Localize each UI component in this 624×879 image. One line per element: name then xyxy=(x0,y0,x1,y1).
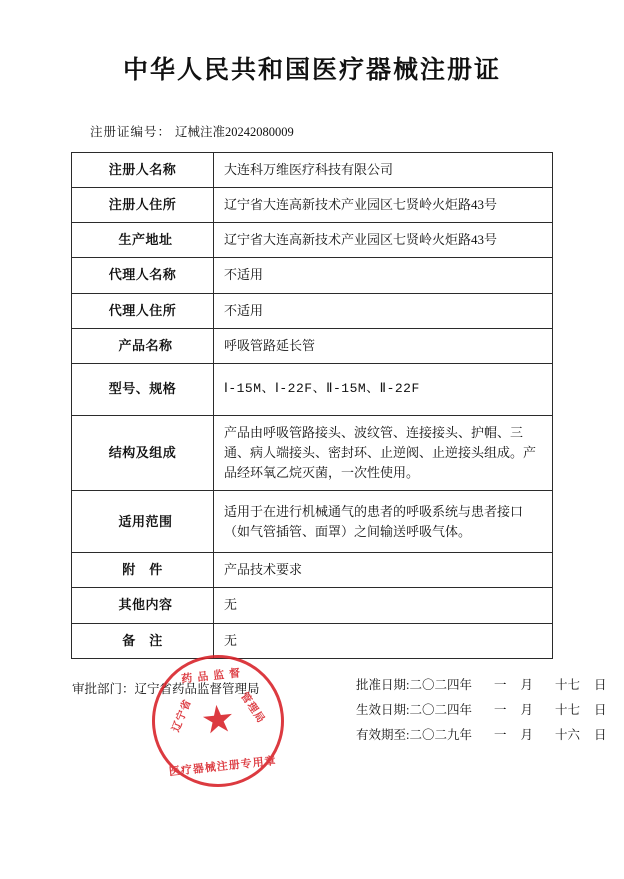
effective-date-year: 二〇二四年 xyxy=(409,702,472,717)
row-label: 产品名称 xyxy=(72,328,214,363)
expiry-date-year: 二〇二九年 xyxy=(409,727,472,742)
seal-left-text: 辽宁省 xyxy=(170,697,194,734)
row-label: 其他内容 xyxy=(72,588,214,623)
footer xyxy=(0,666,624,783)
table-row xyxy=(72,328,553,363)
certificate-page xyxy=(0,50,624,879)
row-label: 适用范围 xyxy=(72,491,214,553)
row-value: 无 xyxy=(214,588,553,623)
approval-department-value: 辽宁省药品监督管理局 xyxy=(134,681,260,696)
expiry-date-month: 一 xyxy=(494,727,507,742)
table-row xyxy=(72,588,553,623)
star-icon: ★ xyxy=(198,697,238,743)
seal-top-text: 药品监督 xyxy=(180,666,246,686)
row-label: 生产地址 xyxy=(72,223,214,258)
approval-date-line xyxy=(356,673,607,698)
expiry-date-label: 有效期至: xyxy=(356,727,410,742)
table-row xyxy=(72,258,553,293)
table-row xyxy=(72,153,553,188)
certificate-number xyxy=(90,122,624,140)
row-value: 辽宁省大连高新技术产业园区七贤岭火炬路43号 xyxy=(214,188,553,223)
row-value: 产品由呼吸管路接头、波纹管、连接接头、护帽、三通、病人端接头、密封环、止逆阀、止逆接头组成。产品经环氧乙烷灭菌，一次性使用。 xyxy=(214,415,553,490)
table-row xyxy=(72,623,553,658)
effective-date-day-unit: 日 xyxy=(594,702,607,717)
effective-date-day: 十七 xyxy=(555,702,581,717)
row-value: 呼吸管路延长管 xyxy=(214,328,553,363)
approval-date-day-unit: 日 xyxy=(594,677,607,692)
row-value: 不适用 xyxy=(214,293,553,328)
row-value: Ⅰ-15M、Ⅰ-22F、Ⅱ-15M、Ⅱ-22F xyxy=(214,363,553,415)
row-value: 大连科万维医疗科技有限公司 xyxy=(214,153,553,188)
table-row xyxy=(72,415,553,490)
seal-bottom-text: 医疗器械注册专用章 xyxy=(168,754,278,779)
row-label: 结构及组成 xyxy=(72,415,214,490)
table-row xyxy=(72,188,553,223)
official-seal-icon xyxy=(145,648,290,793)
row-label: 备 注 xyxy=(72,623,214,658)
table-row xyxy=(72,293,553,328)
seal-right-text: 管理局 xyxy=(237,690,266,726)
row-label: 附 件 xyxy=(72,553,214,588)
table-row xyxy=(72,491,553,553)
table-body xyxy=(72,153,553,659)
row-value: 产品技术要求 xyxy=(214,553,553,588)
row-value: 适用于在进行机械通气的患者的呼吸系统与患者接口（如气管插管、面罩）之间输送呼吸气体。 xyxy=(214,491,553,553)
approval-date-day: 十七 xyxy=(555,677,581,692)
effective-date-month: 一 xyxy=(494,702,507,717)
date-block xyxy=(356,673,607,748)
registration-info-table xyxy=(71,152,553,659)
row-value: 辽宁省大连高新技术产业园区七贤岭火炬路43号 xyxy=(214,223,553,258)
row-label: 代理人住所 xyxy=(72,293,214,328)
approval-date-month: 一 xyxy=(494,677,507,692)
table-row xyxy=(72,363,553,415)
expiry-date-day-unit: 日 xyxy=(594,727,607,742)
row-label: 代理人名称 xyxy=(72,258,214,293)
approval-date-label: 批准日期: xyxy=(356,677,410,692)
approval-date-year: 二〇二四年 xyxy=(409,677,472,692)
expiry-date-day: 十六 xyxy=(555,727,581,742)
certificate-number-value: 辽械注准20242080009 xyxy=(175,125,294,139)
certificate-number-label: 注册证编号： xyxy=(90,125,172,139)
effective-date-line xyxy=(356,698,607,723)
expiry-date-month-unit: 月 xyxy=(520,727,534,742)
row-value: 无 xyxy=(214,623,553,658)
row-label: 注册人住所 xyxy=(72,188,214,223)
approval-department-label: 审批部门： xyxy=(72,681,135,696)
page-title: 中华人民共和国医疗器械注册证 xyxy=(122,57,501,84)
approval-date-month-unit: 月 xyxy=(520,677,534,692)
effective-date-label: 生效日期: xyxy=(356,702,410,717)
row-label: 型号、规格 xyxy=(72,363,214,415)
table-row xyxy=(72,553,553,588)
table-row xyxy=(72,223,553,258)
row-value: 不适用 xyxy=(214,258,553,293)
row-label: 注册人名称 xyxy=(72,153,214,188)
effective-date-month-unit: 月 xyxy=(520,702,534,717)
expiry-date-line xyxy=(356,723,607,748)
